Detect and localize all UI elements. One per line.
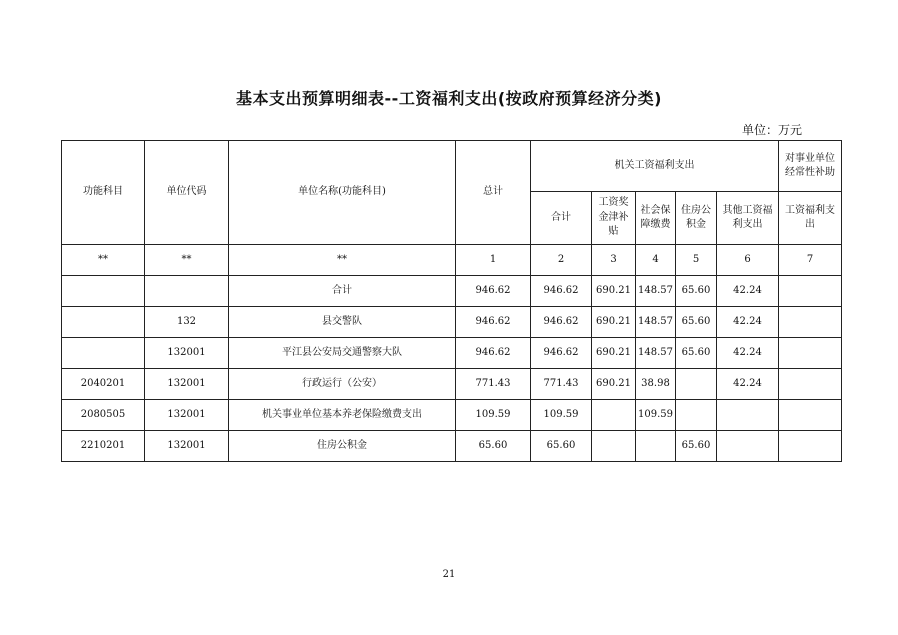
cell-total: 771.43 (456, 369, 531, 400)
cell-code: 132001 (145, 338, 229, 369)
cell-other: 42.24 (717, 307, 779, 338)
cell-subtotal: 65.60 (531, 431, 592, 462)
cell-inst (779, 276, 842, 307)
index-cell: ** (62, 245, 145, 276)
cell-housing (676, 400, 717, 431)
cell-social: 148.57 (636, 307, 676, 338)
header-social: 社会保障缴费 (636, 192, 676, 245)
table-row (62, 431, 842, 462)
index-row (62, 245, 842, 276)
cell-subtotal: 771.43 (531, 369, 592, 400)
cell-code: 132 (145, 307, 229, 338)
cell-social: 148.57 (636, 276, 676, 307)
cell-inst (779, 307, 842, 338)
cell-func: 2040201 (62, 369, 145, 400)
cell-other (717, 431, 779, 462)
cell-social: 109.59 (636, 400, 676, 431)
index-cell: ** (229, 245, 456, 276)
cell-subtotal: 946.62 (531, 307, 592, 338)
cell-wage (592, 431, 636, 462)
header-unit-code: 单位代码 (145, 141, 229, 245)
cell-code (145, 276, 229, 307)
cell-name: 县交警队 (229, 307, 456, 338)
header-row-1 (62, 141, 842, 192)
index-cell: 7 (779, 245, 842, 276)
cell-func (62, 338, 145, 369)
cell-inst (779, 431, 842, 462)
index-cell: 4 (636, 245, 676, 276)
cell-total: 946.62 (456, 276, 531, 307)
cell-total: 946.62 (456, 338, 531, 369)
cell-total: 946.62 (456, 307, 531, 338)
cell-func (62, 276, 145, 307)
header-wage: 工资奖金津补贴 (592, 192, 636, 245)
cell-inst (779, 400, 842, 431)
cell-other: 42.24 (717, 369, 779, 400)
cell-subtotal: 946.62 (531, 276, 592, 307)
header-org-welfare: 机关工资福利支出 (531, 141, 779, 192)
index-cell: 1 (456, 245, 531, 276)
cell-wage: 690.21 (592, 369, 636, 400)
cell-code: 132001 (145, 369, 229, 400)
cell-housing: 65.60 (676, 431, 717, 462)
cell-code: 132001 (145, 400, 229, 431)
page-title: 基本支出预算明细表--工资福利支出(按政府预算经济分类) (236, 89, 662, 108)
cell-subtotal: 946.62 (531, 338, 592, 369)
header-unit-name: 单位名称(功能科目) (229, 141, 456, 245)
cell-func: 2080505 (62, 400, 145, 431)
header-total: 总计 (456, 141, 531, 245)
table-row (62, 338, 842, 369)
cell-func (62, 307, 145, 338)
cell-total: 109.59 (456, 400, 531, 431)
cell-inst (779, 369, 842, 400)
cell-wage (592, 400, 636, 431)
cell-housing (676, 369, 717, 400)
index-cell: 2 (531, 245, 592, 276)
cell-name: 机关事业单位基本养老保险缴费支出 (229, 400, 456, 431)
cell-subtotal: 109.59 (531, 400, 592, 431)
cell-total: 65.60 (456, 431, 531, 462)
cell-other: 42.24 (717, 338, 779, 369)
table-row (62, 307, 842, 338)
cell-social: 38.98 (636, 369, 676, 400)
cell-housing: 65.60 (676, 307, 717, 338)
cell-social (636, 431, 676, 462)
cell-inst (779, 338, 842, 369)
cell-housing: 65.60 (676, 276, 717, 307)
table-row (62, 276, 842, 307)
header-inst-subsidy: 对事业单位经常性补助 (779, 141, 842, 192)
cell-func: 2210201 (62, 431, 145, 462)
cell-name: 行政运行（公安） (229, 369, 456, 400)
cell-name: 平江县公安局交通警察大队 (229, 338, 456, 369)
table-row (62, 369, 842, 400)
header-other: 其他工资福利支出 (717, 192, 779, 245)
table-row (62, 400, 842, 431)
unit-label: 单位：万元 (741, 123, 802, 137)
header-inst-wage: 工资福利支出 (779, 192, 842, 245)
header-func-subject: 功能科目 (62, 141, 145, 245)
cell-social: 148.57 (636, 338, 676, 369)
index-cell: ** (145, 245, 229, 276)
cell-wage: 690.21 (592, 276, 636, 307)
index-cell: 5 (676, 245, 717, 276)
cell-name: 合计 (229, 276, 456, 307)
cell-other (717, 400, 779, 431)
header-subtotal: 合计 (531, 192, 592, 245)
index-cell: 3 (592, 245, 636, 276)
cell-housing: 65.60 (676, 338, 717, 369)
cell-other: 42.24 (717, 276, 779, 307)
header-housing: 住房公积金 (676, 192, 717, 245)
cell-wage: 690.21 (592, 338, 636, 369)
cell-name: 住房公积金 (229, 431, 456, 462)
cell-wage: 690.21 (592, 307, 636, 338)
index-cell: 6 (717, 245, 779, 276)
budget-table (61, 140, 842, 462)
page-number: 21 (442, 569, 456, 580)
cell-code: 132001 (145, 431, 229, 462)
